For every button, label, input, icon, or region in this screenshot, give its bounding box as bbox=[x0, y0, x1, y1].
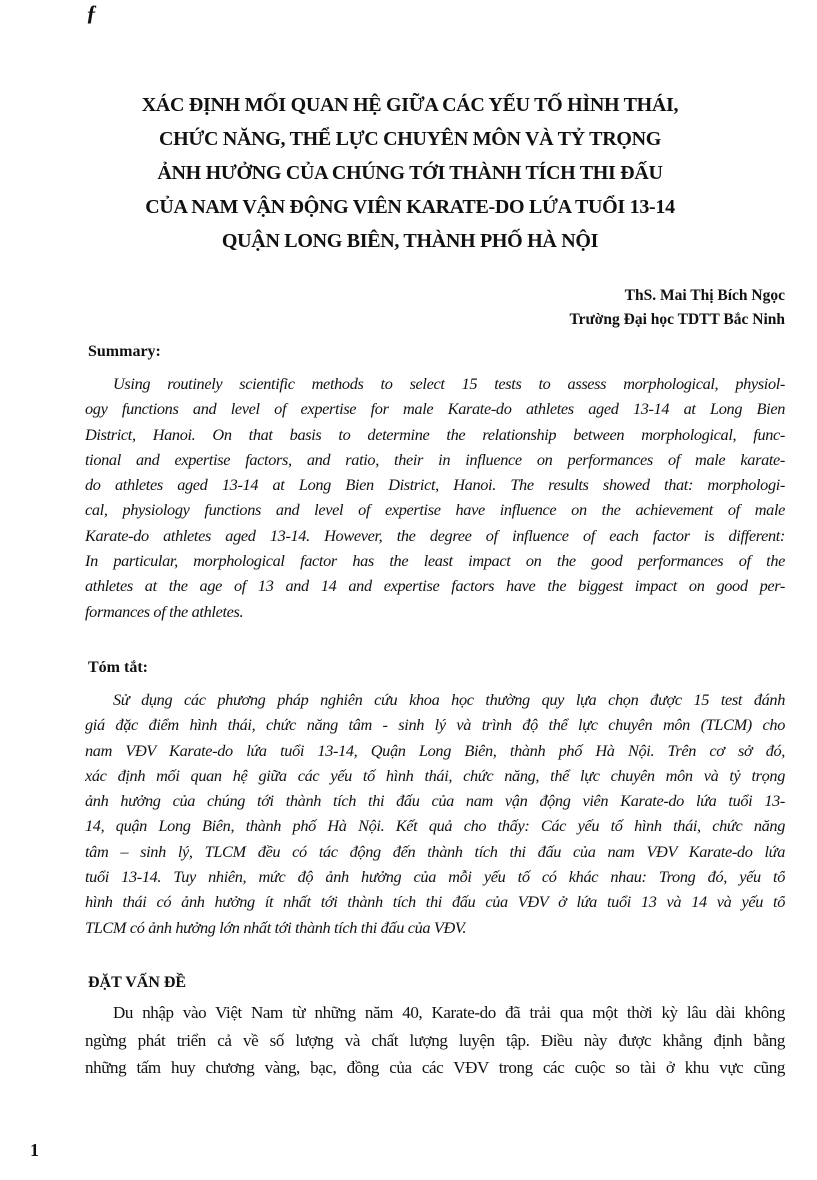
text-line: District, Hanoi. On that basis to determine the relationship between morphological, func- bbox=[85, 424, 785, 444]
text-line: tional and expertise factors, and ratio, their in influence on performances of male karate- bbox=[85, 449, 785, 469]
author-block bbox=[569, 284, 785, 332]
summary-heading: Summary: bbox=[88, 343, 161, 360]
section-heading-dat-van-de: ĐẶT VẤN ĐỀ bbox=[88, 974, 187, 991]
summary-paragraph bbox=[85, 371, 785, 624]
text-line: xác định mối quan hệ giữa các yếu tố hình thái, chức năng, thể lực chuyên môn và tỷ trọng bbox=[85, 765, 785, 785]
text-line: Using routinely scientific methods to select 15 tests to assess morphological, physiol- bbox=[113, 374, 785, 393]
text-line: ảnh hưởng của chúng tới thành tích thi đấu của nam vận động viên Karate-do lứa tuổi 13- bbox=[85, 791, 785, 811]
text-line: cal, physiology functions and level of expertise have influence on the achievement of male bbox=[85, 500, 785, 520]
text-line: TLCM có ảnh hưởng lớn nhất tới thành tích thi đấu của VĐV. bbox=[85, 917, 467, 937]
text-line: formances of the athletes. bbox=[85, 601, 244, 621]
text-line: những tấm huy chương vàng, bạc, đồng của các VĐV trong các cuộc so tài ở khu vực cũng bbox=[85, 1058, 785, 1077]
tom-tat-heading: Tóm tắt: bbox=[88, 659, 148, 676]
intro-paragraph bbox=[85, 999, 785, 1082]
tom-tat-paragraph bbox=[85, 687, 785, 940]
text-line: giá đặc điểm hình thái, chức năng tâm - sinh lý và trình độ thể lực chuyên môn (TLCM) cho bbox=[85, 715, 785, 735]
text-line: hình thái có ảnh hưởng ít nhất tới thành tích thi đấu của VĐV ở lứa tuổi 13 và 14 và yếu tố bbox=[85, 892, 785, 912]
text-line: tuổi 13-14. Tuy nhiên, mức độ ảnh hưởng của mỗi yếu tố có khác nhau: Trong đó, yếu tố bbox=[85, 867, 785, 887]
title-line: QUẬN LONG BIÊN, THÀNH PHỐ HÀ NỘI bbox=[221, 230, 599, 252]
text-line: Du nhập vào Việt Nam từ những năm 40, Karate-do đã trải qua một thời kỳ lâu dài không bbox=[113, 1003, 785, 1022]
text-line: Karate-do athletes aged 13-14. However, the degree of influence of each factor is different: bbox=[85, 525, 785, 545]
text-line: do athletes aged 13-14 at Long Bien District, Hanoi. The results showed that: morphologi- bbox=[85, 475, 785, 495]
text-line: nam VĐV Karate-do lứa tuổi 13-14, Quận Long Biên, thành phố Hà Nội. Trên cơ sở đó, bbox=[85, 740, 785, 760]
article-title bbox=[60, 88, 760, 258]
title-line: ẢNH HƯỞNG CỦA CHÚNG TỚI THÀNH TÍCH THI ĐẤU bbox=[157, 162, 663, 184]
author-name: ThS. Mai Thị Bích Ngọc bbox=[624, 287, 785, 304]
title-line: CỦA NAM VẬN ĐỘNG VIÊN KARATE-DO LỨA TUỔI 13-14 bbox=[145, 196, 675, 218]
text-line: ogy functions and level of expertise for male Karate-do athletes aged 13-14 at Long Bien bbox=[85, 399, 785, 419]
page-number: 1 bbox=[30, 1140, 39, 1160]
title-line: XÁC ĐỊNH MỐI QUAN HỆ GIỮA CÁC YẾU TỐ HÌNH THÁI, bbox=[141, 94, 679, 116]
text-line: In particular, morphological factor has the least impact on the good performances of the bbox=[85, 551, 785, 571]
text-line: tâm – sinh lý, TLCM đều có tác động đến thành tích thi đấu của nam VĐV Karate-do lứa bbox=[85, 841, 785, 861]
page-mark: ƒ bbox=[86, 0, 97, 25]
text-line: 14, quận Long Biên, thành phố Hà Nội. Kết quả cho thấy: Các yếu tố hình thái, chức năng bbox=[85, 816, 785, 836]
title-line: CHỨC NĂNG, THỂ LỰC CHUYÊN MÔN VÀ TỶ TRỌNG bbox=[159, 128, 661, 150]
text-line: Sử dụng các phương pháp nghiên cứu khoa học thường quy lựa chọn được 15 test đánh bbox=[113, 690, 785, 709]
text-line: ngừng phát triển cả về số lượng và chất lượng luyện tập. Điều này được khẳng định bằng bbox=[85, 1030, 785, 1050]
author-affiliation: Trường Đại học TDTT Bắc Ninh bbox=[569, 311, 785, 328]
text-line: athletes at the age of 13 and 14 and expertise factors have the biggest impact on good per- bbox=[85, 576, 785, 596]
